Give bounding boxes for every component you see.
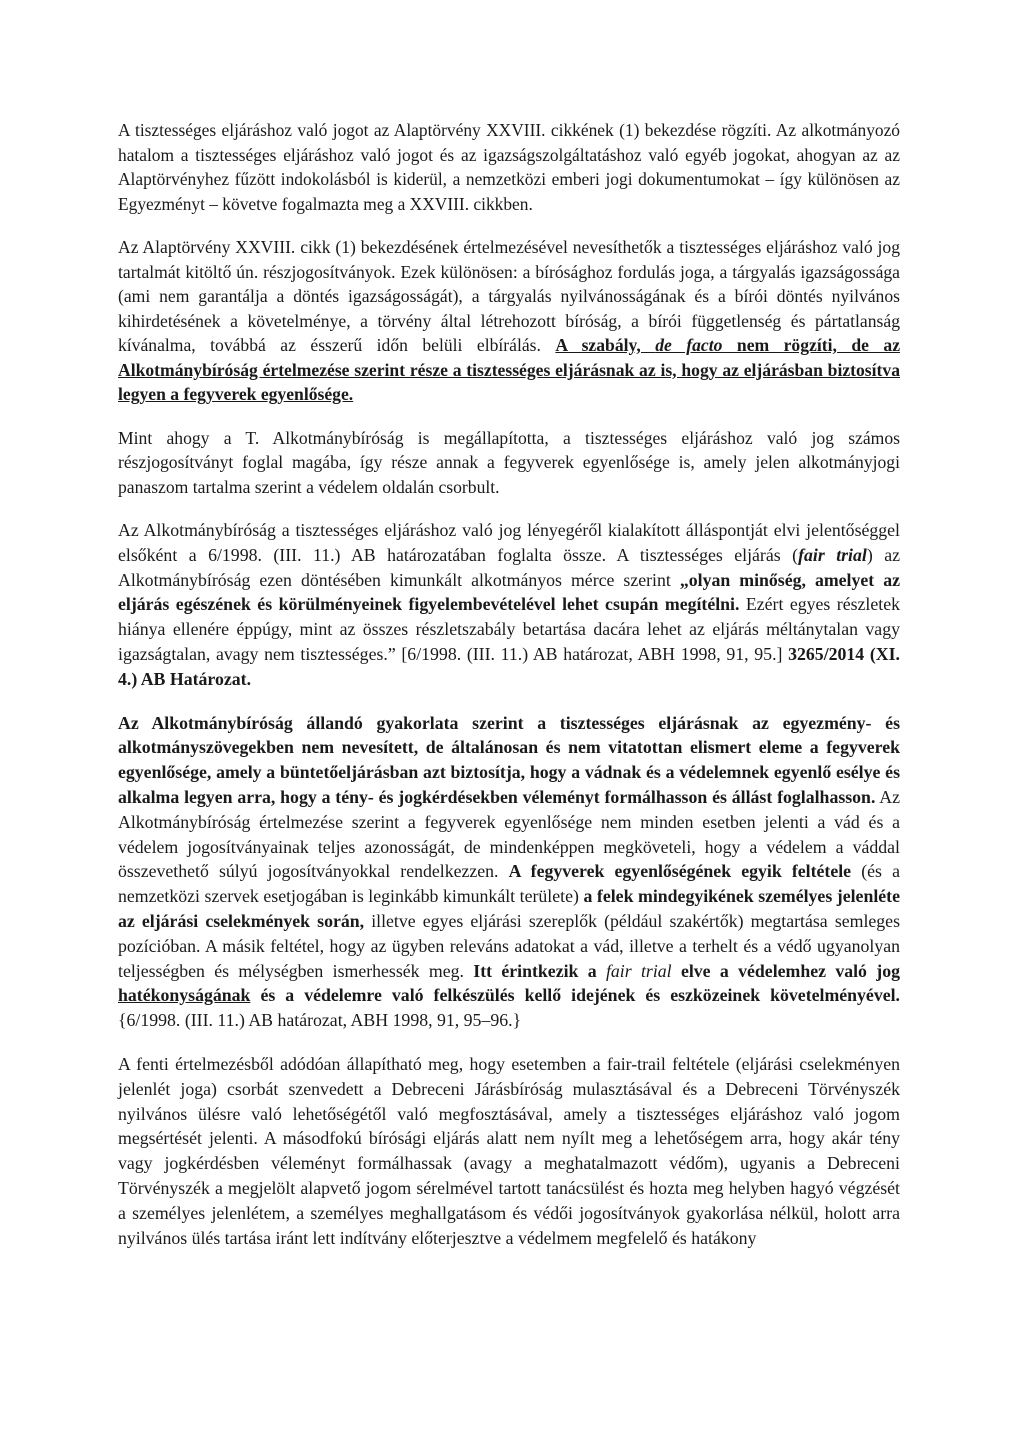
bold-text: A fegyverek egyenlőségének egyik feltétele xyxy=(508,861,852,882)
text-run: Mint ahogy a T. Alkotmánybíróság is megállapította, a tisztességes eljáráshoz való jog számos részjogosítványt foglal magába, így része annak a fegyverek egyenlősége is, amely jelen alkotmányjogi panaszom tartalma szerint a védelem oldalán csorbult. xyxy=(118,427,900,497)
text-run: Az Alkotmánybíróság értelmezése szerint a fegyverek egyenlősége nem minden esetben jelenti a vád és a védelem jogosítványainak teljes azonosságát, de mindenképpen megköveteli, hogy a védelem a váddal összevethető súlyú jogosítványokkal rendelkezzen. xyxy=(118,786,900,882)
italic-text: fair trial xyxy=(605,960,672,981)
text-run: ) az Alkotmánybíróság ezen döntésében kimunkált alkotmányos mérce szerint xyxy=(118,544,901,590)
paragraph-5 xyxy=(118,711,900,1033)
underlined-bold-text: hatékonyságának xyxy=(118,985,251,1006)
bold-text: Itt érintkezik a xyxy=(473,960,606,981)
text-run: Ezért egyes részletek hiánya ellenére éppúgy, mint az összes részletszabály betartása dacára lehet az eljárás méltánytalan vagy igazságtalan, avagy nem tisztességes.” [6/1998. (III. 11.) AB határozat, ABH 1998, 91, 95.] xyxy=(118,594,900,664)
text-run: A tisztességes eljáráshoz való jogot az Alaptörvény XXVIII. cikkének (1) bekezdése rögzíti. Az alkotmányozó hatalom a tisztességes eljáráshoz való jogot és az igazságszolgáltatáshoz való egyéb jogokat, ahogyan az az Alaptörvényhez fűzött indokolásból is kiderül, a nemzetközi emberi jogi dokumentumokat – így különösen az Egyezményt – követve fogalmazta meg a XXVIII. cikkben. xyxy=(118,120,900,214)
underlined-italic-text xyxy=(655,335,722,355)
bold-quote: „olyan minőség, amelyet az eljárás egészének és körülményeinek figyelembevételével lehet csupán megítélni. xyxy=(118,569,900,615)
underlined-text: nem rögzíti, de az Alkotmánybíróság értelmezése szerint része a tisztességes eljárásnak az is, hogy az eljárásban biztosítva legyen a fegyverek egyenlősége. xyxy=(118,335,900,404)
bold-italic-text xyxy=(798,545,867,565)
text-run: {6/1998. (III. 11.) AB határozat, ABH 1998, 91, 95–96.} xyxy=(118,1010,522,1031)
text-run: A fenti értelmezésből adódóan állapítható meg, hogy esetemben a fair-trail feltétele (eljárási cselekményen jelenlét joga) csorbát szenvedett a Debreceni Járásbíróság mulasztásával és a Debreceni Törvényszék nyilvános ülésre való lehetőségétől való megfosztásával, amely a tisztességes eljáráshoz való jogom megsértését jelenti. A másodfokú bírósági eljárás alatt nem nyílt meg a lehetőségem arra, hogy akár tény vagy jogkérdésben véleményt formálhassak (avagy a meghatalmazott védőm), ugyanis a Debreceni Törvényszék a megjelölt alapvető jogom sérelmével tartott tanácsülést és hozta meg helyben hagyó végzését a személyes jelenlétem, a személyes meghallgatásom és védői jogosítványok gyakorlása nélkül, holott arra nyilvános ülés tartása iránt lett indítvány előterjesztve a védelmem megfelelő és hatákony xyxy=(118,1053,900,1248)
bold-text: és a védelemre való felkészülés kellő idejének és eszközeinek követelményével. xyxy=(250,985,900,1006)
paragraph-4 xyxy=(118,518,900,692)
bold-text: Az Alkotmánybíróság állandó gyakorlata szerint a tisztességes eljárásnak az egyezmény- és alkotmányszövegekben nem nevesített, de általánosan és nem vitatottan elismert eleme a fegyverek egyenlősége, amely a büntetőeljárásban azt biztosítja, hogy a vádnak és a védelemnek egyenlő esélye és alkalma legyen arra, hogy a tény- és jogkérdésekben véleményt formálhasson és állást foglalhasson. xyxy=(118,712,900,807)
italic-text: de facto xyxy=(655,335,723,355)
text-run: (és a nemzetközi szervek esetjogában is leginkább kimunkált területe) xyxy=(118,861,900,907)
text-run: illetve egyes eljárási szereplők (például szakértők) megtartása semleges pozícióban. A másik feltétel, hogy az ügyben releváns adatokat a vád, illetve a terhelt és a védő ugyanolyan teljességben és mélységben ismerhessék meg. xyxy=(118,910,900,981)
text-run: Az Alaptörvény XXVIII. cikk (1) bekezdésének értelmezésével nevesíthetők a tisztességes eljáráshoz való jog tartalmát kitöltő ún. részjogosítványok. Ezek különösen: a bírósághoz fordulás joga, a tárgyalás igazságossága (ami nem garantálja a döntés igazságosságát), a tárgyalás nyilvánosságának és a bírói döntés nyilvános kihirdetésének a követelménye, a törvény által létrehozott bíróság, a bírói függetlenség és pártatlanság kívánalma, továbbá az ésszerű időn belüli elbírálás. xyxy=(118,237,900,355)
bold-text: elve a védelemhez való jog xyxy=(671,960,900,981)
paragraph-1 xyxy=(118,118,900,216)
text-run: Az Alkotmánybíróság a tisztességes eljáráshoz való jog lényegéről kialakított álláspontját elvi jelentőséggel elsőként a 6/1998. (III. 11.) AB határozatában foglalta össze. A tisztességes eljárás ( xyxy=(118,520,900,565)
bold-text: a felek mindegyikének személyes jelenléte az eljárási cselekmények során, xyxy=(118,886,900,931)
paragraph-3 xyxy=(118,426,900,500)
paragraph-6 xyxy=(118,1052,900,1250)
paragraph-2 xyxy=(118,235,900,407)
italic-text: fair trial xyxy=(798,544,867,565)
bold-citation: 3265/2014 (XI. 4.) AB Határozat. xyxy=(118,643,900,689)
underlined-text: A szabály, xyxy=(555,335,656,355)
